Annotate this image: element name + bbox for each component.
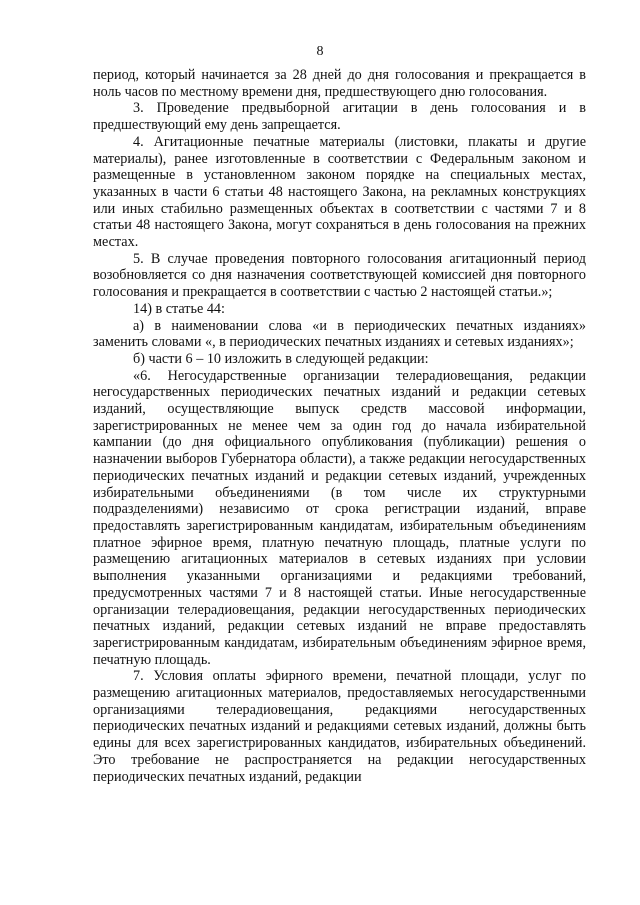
page-number: 8 — [316, 44, 324, 59]
paragraph-a: а) в наименовании слова «и в периодических печатных изданиях» заменить словами «, в периодических печатных изданиях и сетевых изданиях»; — [93, 317, 586, 351]
paragraph-14: 14) в статье 44: — [133, 300, 225, 317]
paragraph-4: 4. Агитационные печатные материалы (листовки, плакаты и другие материалы), ранее изготовленные в соответствии с Федеральным законом и размещенные в установленном законом порядке на специальных местах, указанных в части 6 статьи 48 настоящего Закона, на рекламных конструкциях или иных стабильно размещенных объектах в соответствии с частями 7 и 8 статьи 48 настоящего Закона, могут сохраняться в день голосования на прежних местах. — [93, 133, 586, 251]
paragraph-5: 5. В случае проведения повторного голосования агитационный период возобновляется со дня назначения соответствующей комиссией дня повторного голосования и прекращается в соответствии с частью 2 настоящей статьи.»; — [93, 250, 586, 301]
paragraph-b: б) части 6 – 10 изложить в следующей редакции: — [133, 350, 429, 367]
paragraph-6: «6. Негосударственные организации телерадиовещания, редакции негосударственных периодических печатных изданий и редакции сетевых изданий, осуществляющие выпуск средств массовой информации, зарегистрированных не менее чем за один год до начала избирательной кампании (до дня официального опубликования (публикации) решения о назначении выборов Губернатора области), а также редакции негосударственных периодических печатных изданий и редакции сетевых изданий, учрежденных избирательными объединениями (в том числе их структурными подразделениями) независимо от срока регистрации изданий, вправе предоставлять зарегистрированным кандидатам, избирательным объединениям платное эфирное время, платную печатную площадь, платные услуги по размещению агитационных материалов в сетевых изданиях при условии выполнения указанными организациями и редакциями требований, предусмотренных частями 7 и 8 настоящей статьи. Иные негосударственные организации телерадиовещания, редакции негосударственных периодических печатных изданий, редакции сетевых изданий не вправе предоставлять зарегистрированным кандидатам, избирательным объединениям эфирное время, печатную площадь. — [93, 367, 586, 668]
paragraph-7: 7. Условия оплаты эфирного времени, печатной площади, услуг по размещению агитационных материалов, предоставляемых негосударственными организациями телерадиовещания, редакциями негосударственных периодических печатных изданий и редакциями сетевых изданий, должны быть едины для всех зарегистрированных кандидатов, избирательных объединений. Это требование не распространяется на редакции негосударственных периодических печатных изданий, редакции — [93, 668, 586, 785]
paragraph-continuation: период, который начинается за 28 дней до дня голосования и прекращается в ноль часов по местному времени дня, предшествующего дню голосования. — [93, 67, 586, 100]
paragraph-3: 3. Проведение предвыборной агитации в день голосования и в предшествующий ему день запрещается. — [93, 100, 586, 134]
document-body — [93, 67, 586, 785]
